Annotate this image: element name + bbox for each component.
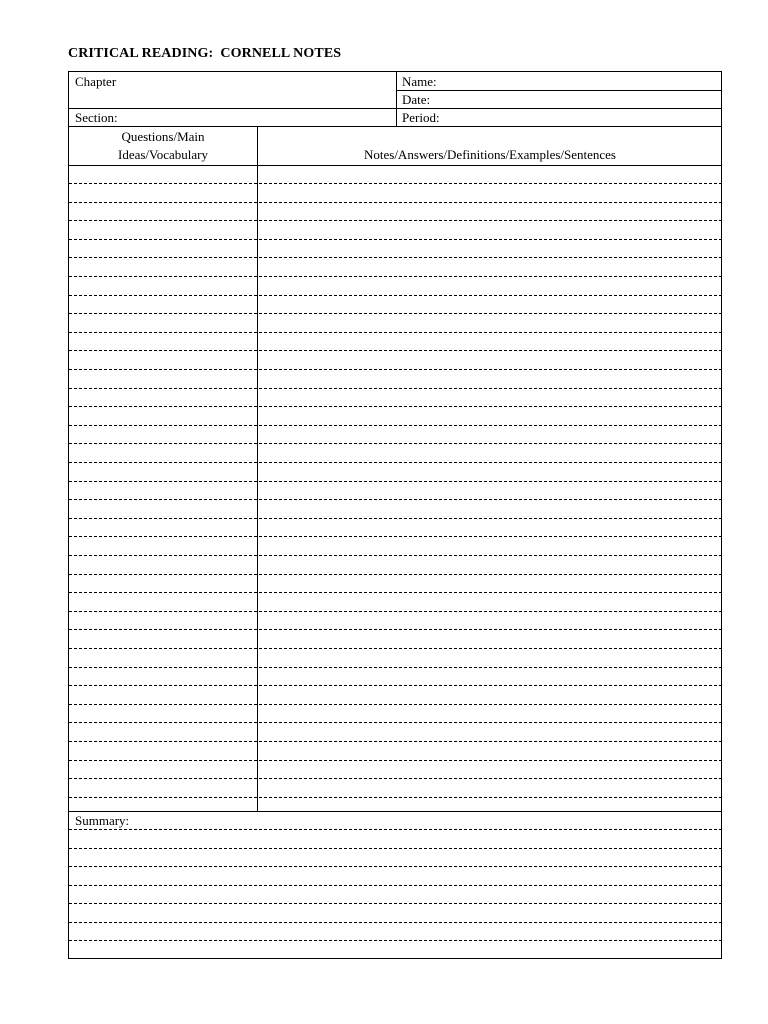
note-line <box>69 239 722 240</box>
summary-label: Summary: <box>75 813 130 828</box>
date-label: Date: <box>402 92 431 107</box>
summary-line <box>69 940 722 941</box>
note-line <box>69 704 722 705</box>
note-line <box>69 499 722 500</box>
note-line <box>69 462 722 463</box>
header-divider-vertical <box>396 72 397 127</box>
note-line <box>69 257 722 258</box>
note-line <box>69 369 722 370</box>
note-line <box>69 313 722 314</box>
summary-line <box>69 922 722 923</box>
note-line <box>69 183 722 184</box>
note-line <box>69 518 722 519</box>
column-divider <box>257 127 258 811</box>
note-line <box>69 574 722 575</box>
summary-line <box>69 829 722 830</box>
note-line <box>69 667 722 668</box>
cornell-notes-sheet <box>68 71 722 959</box>
note-line <box>69 648 722 649</box>
name-date-divider <box>396 90 722 91</box>
note-line <box>69 425 722 426</box>
note-line <box>69 741 722 742</box>
note-line <box>69 295 722 296</box>
note-line <box>69 332 722 333</box>
section-label: Section: <box>75 110 118 125</box>
note-line <box>69 797 722 798</box>
note-line <box>69 592 722 593</box>
summary-line <box>69 848 722 849</box>
name-label: Name: <box>402 74 437 89</box>
note-line <box>69 202 722 203</box>
note-line <box>69 276 722 277</box>
note-line <box>69 611 722 612</box>
date-section-divider <box>69 108 722 109</box>
right-column-header: Notes/Answers/Definitions/Examples/Sentences <box>363 147 616 162</box>
note-line <box>69 536 722 537</box>
summary-line <box>69 903 722 904</box>
note-line <box>69 685 722 686</box>
note-line <box>69 778 722 779</box>
left-column-header-line2: Ideas/Vocabulary <box>117 147 208 162</box>
note-line <box>69 220 722 221</box>
summary-line <box>69 866 722 867</box>
left-column-header-line1: Questions/Main <box>121 129 205 144</box>
note-line <box>69 406 722 407</box>
note-line <box>69 388 722 389</box>
note-line <box>69 555 722 556</box>
header-bottom-divider <box>69 126 722 127</box>
period-label: Period: <box>402 110 440 125</box>
note-line <box>69 722 722 723</box>
chapter-label: Chapter <box>75 74 117 89</box>
note-line <box>69 629 722 630</box>
column-header-divider <box>69 165 722 166</box>
note-line <box>69 443 722 444</box>
summary-line <box>69 885 722 886</box>
note-line <box>69 760 722 761</box>
summary-top-divider <box>69 811 722 812</box>
page-title: CRITICAL READING: CORNELL NOTES <box>68 46 342 61</box>
note-line <box>69 350 722 351</box>
note-line <box>69 481 722 482</box>
